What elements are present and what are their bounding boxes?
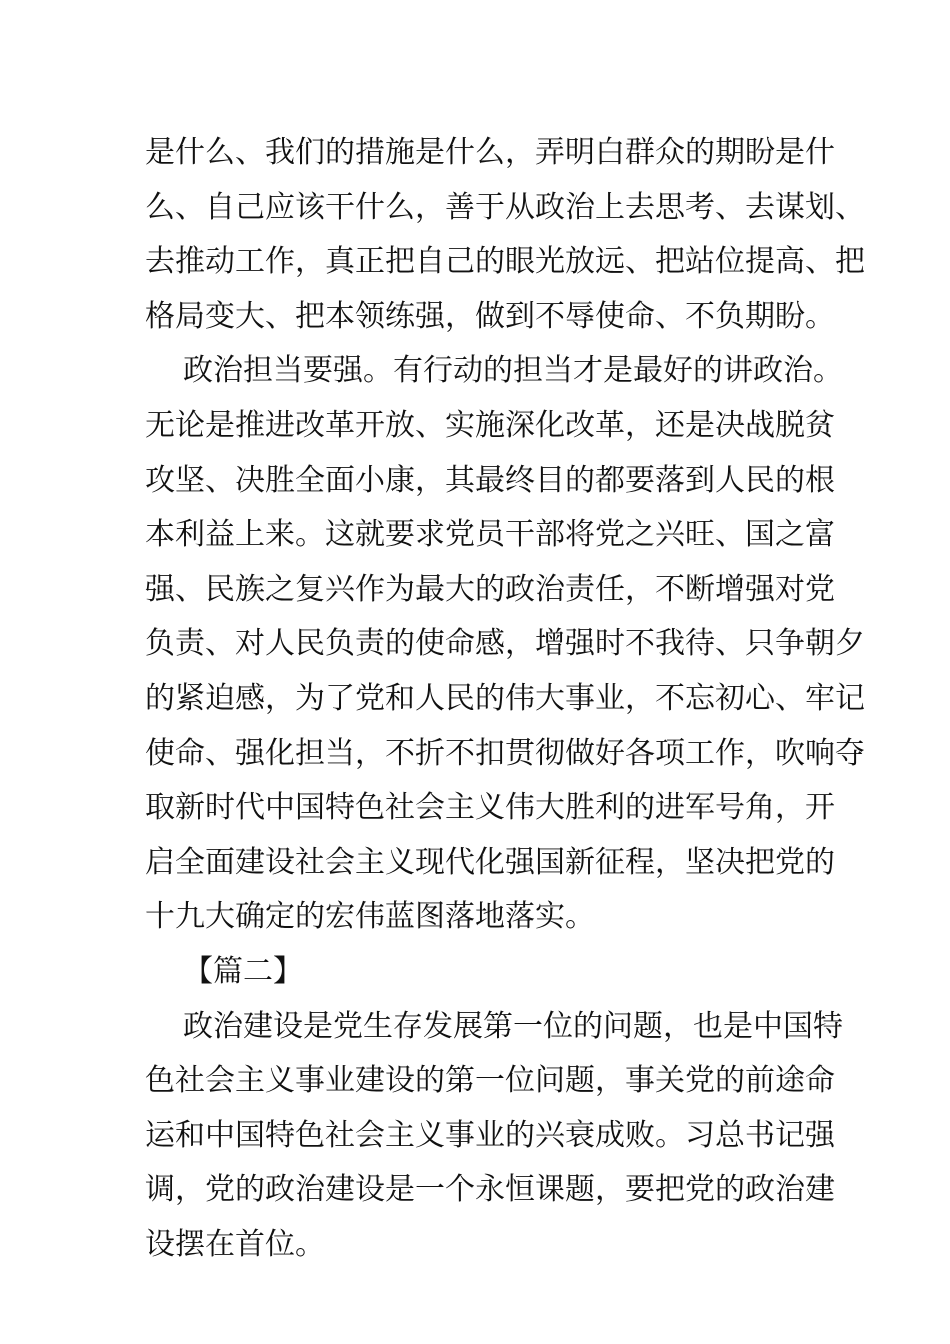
section-heading: 【篇二】 [183,953,303,989]
text-line: 去推动工作，真正把自己的眼光放远、把站位提高、把 [145,244,865,280]
text-line: 调，党的政治建设是一个永恒课题，要把党的政治建 [145,1172,835,1208]
text-line: 么、自己应该干什么，善于从政治上去思考、去谋划、 [145,189,865,225]
text-line: 启全面建设社会主义现代化强国新征程，坚决把党的 [145,844,835,880]
text-line: 格局变大、把本领练强，做到不辱使命、不负期盼。 [145,298,835,334]
text-line: 运和中国特色社会主义事业的兴衰成败。习总书记强 [145,1117,835,1153]
text-line: 的紧迫感，为了党和人民的伟大事业，不忘初心、牢记 [145,680,865,716]
paragraph-start-line: 政治建设是党生存发展第一位的问题，也是中国特 [183,1008,843,1044]
text-line: 无论是推进改革开放、实施深化改革，还是决战脱贫 [145,407,835,443]
text-line: 是什么、我们的措施是什么，弄明白群众的期盼是什 [145,135,835,170]
text-line: 强、民族之复兴作为最大的政治责任，不断增强对党 [145,571,835,607]
text-line: 使命、强化担当，不折不扣贯彻做好各项工作，吹响夺 [145,735,865,771]
text-line: 色社会主义事业建设的第一位问题，事关党的前途命 [145,1063,835,1099]
paragraph-end-line: 十九大确定的宏伟蓝图落地落实。 [145,899,595,935]
text-line: 攻坚、决胜全面小康，其最终目的都要落到人民的根 [145,462,835,498]
text-line: 取新时代中国特色社会主义伟大胜利的进军号角，开 [145,790,835,826]
paragraph-end-line: 设摆在首位。 [145,1226,325,1262]
text-line: 负责、对人民负责的使命感，增强时不我待、只争朝夕 [145,626,865,662]
paragraph-start-line: 政治担当要强。有行动的担当才是最好的讲政治。 [183,353,843,389]
text-line: 本利益上来。这就要求党员干部将党之兴旺、国之富 [145,517,835,553]
document-body [145,126,865,1272]
